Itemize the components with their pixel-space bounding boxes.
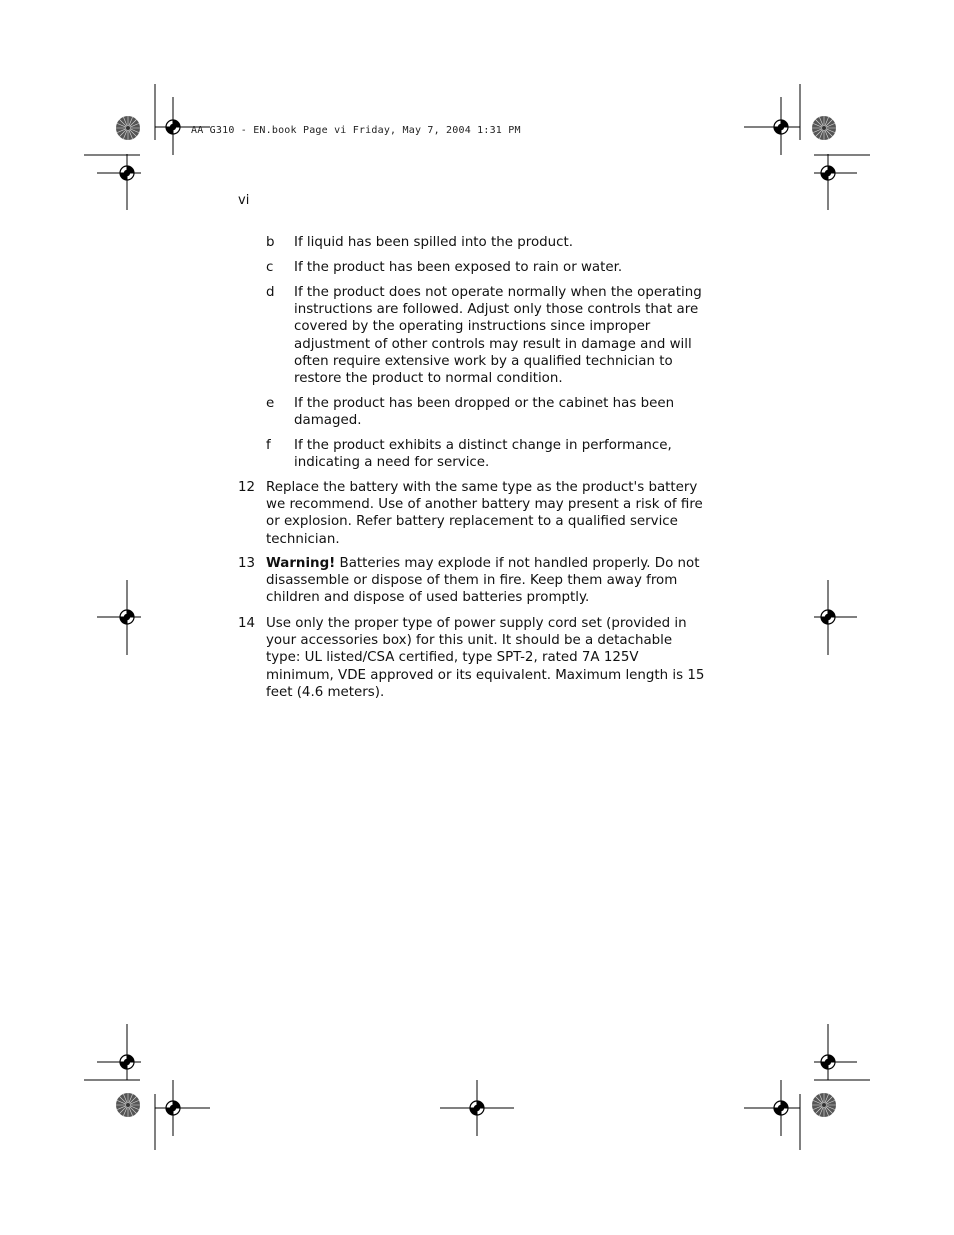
page-number: vi [238,193,250,208]
registration-mark-icon [113,159,141,187]
registration-mark-icon [814,1048,842,1076]
item-text: If the product has been dropped or the cabinet has been damaged. [294,396,675,429]
registration-mark-icon [814,159,842,187]
item-label: f [266,438,271,453]
item-label: b [266,235,275,250]
registration-mark-icon [814,603,842,631]
registration-mark-icon [159,113,187,141]
registration-mark-icon [767,113,795,141]
registration-mark-icon [767,1094,795,1122]
item-label: d [266,285,275,300]
item-text: If liquid has been spilled into the product. [294,235,573,250]
item-text: Replace the battery with the same type as the product's battery we recommend. Use of another battery may present a risk of fire or explosion. Refer battery replacement to a qualified service technician. [266,480,703,547]
item-number: 13 [238,556,256,571]
item-number: 14 [238,616,256,631]
item-text: If the product does not operate normally when the operating instructions are followed. Adjust only those controls that are covered by the operating instructions since improper adjustment of other controls may result in damage and will often require extensive work by a qualified technician to restore the product to normal condition. [294,285,702,387]
print-slug: AA G310 - EN.book Page vi Friday, May 7, 2004 1:31 PM [191,125,521,136]
starburst-icon [812,1093,836,1117]
registration-mark-icon [159,1094,187,1122]
warning-label: Warning! [266,556,336,571]
item-number: 12 [238,480,256,495]
item-text [266,555,706,607]
starburst-icon [116,116,140,140]
starburst-icon [116,1093,140,1117]
item-text: If the product has been exposed to rain or water. [294,260,623,275]
registration-mark-icon [113,1048,141,1076]
warning-text: Batteries may explode if not handled properly. Do not disassemble or dispose of them in fire. Keep them away from children and dispose of used batteries promptly. [266,556,700,606]
registration-mark-icon [463,1094,491,1122]
starburst-icon [812,116,836,140]
item-label: e [266,396,275,411]
item-text: If the product exhibits a distinct change in performance, indicating a need for service. [294,438,672,471]
item-label: c [266,260,274,275]
item-text: Use only the proper type of power supply cord set (provided in your accessories box) for this unit. It should be a detachable type: UL listed/CSA certified, type SPT-2, rated 7A 125V minimum, VDE approved or its equivalent. Maximum length is 15 feet (4.6 meters). [266,616,705,700]
registration-mark-icon [113,603,141,631]
